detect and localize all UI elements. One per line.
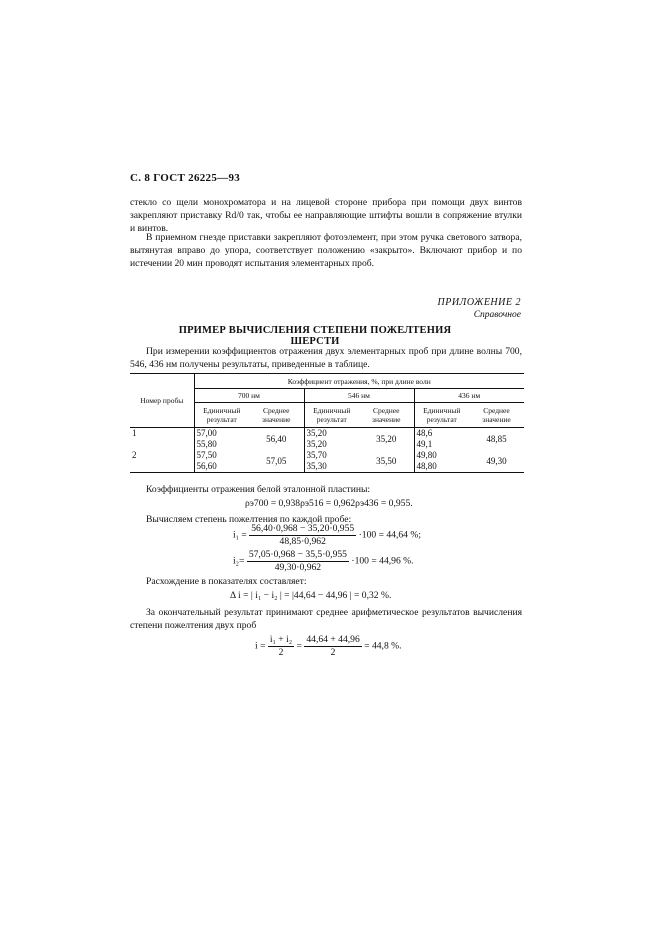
- mean-cell: 57,05: [249, 450, 304, 473]
- sub-mean-546: Среднее значение: [359, 403, 414, 428]
- mean-cell: 48,85: [486, 434, 507, 444]
- diff-text: Расхождение в показателях составляет:: [146, 576, 307, 587]
- intro-paragraph: При измерении коэффициентов отражения двух элементарных проб при длине волны 700, 546, 436 нм получены результаты, приведенные в таблице.: [130, 346, 522, 370]
- formula-final-numerator-2: 44,64 + 44,96: [306, 634, 360, 645]
- sub-mean-700: Среднее значение: [249, 403, 304, 428]
- paragraph-1: стекло со щели монохроматора и на лицевой стороне прибора при помощи двух винтов закрепляют приставку Rd/0 так, чтобы ее направляющие штифты вошли в сопряжение втулки и винтов.: [130, 197, 522, 234]
- mean-cell: 35,20: [376, 434, 397, 444]
- value-cell: 35,20: [306, 428, 327, 438]
- reflectance-table: [130, 373, 524, 473]
- formula-i2-lhs: i₂=: [233, 555, 245, 567]
- calc-text: Вычисляем степень пожелтения по каждой пробе:: [146, 514, 352, 525]
- formula-i1-rhs: ·100 = 44,64 %;: [358, 529, 422, 541]
- sample-number: 1: [132, 428, 137, 438]
- final-text: За окончательный результат принимают среднее арифметическое результатов вычисления степени пожелтения двух проб: [130, 607, 522, 631]
- sample-number: 2: [130, 450, 194, 473]
- mean-cell: 56,40: [266, 434, 287, 444]
- col-group-header: Коэффициент отражения, %, при длине волн: [194, 374, 524, 389]
- value-cell: 57,00: [196, 428, 217, 438]
- value-cell: 49,80: [416, 450, 437, 460]
- formula-i2-fraction: [247, 549, 349, 574]
- col-sample-number: Номер пробы: [130, 374, 194, 428]
- coef-formula: ρэ700 = 0,938ρэ516 = 0,962ρэ436 = 0,955.: [245, 498, 413, 509]
- mean-cell: 35,50: [359, 450, 414, 473]
- value-cell: 55,80: [196, 439, 217, 449]
- formula-i2-rhs: ·100 = 44,96 %.: [351, 555, 414, 567]
- formula-final: [255, 634, 402, 659]
- value-cell: 49,1: [416, 439, 433, 449]
- formula-i2: [233, 549, 414, 574]
- page-header: С. 8 ГОСТ 26225—93: [130, 172, 241, 184]
- table-row: [130, 428, 524, 451]
- formula-final-fraction-2: [304, 634, 361, 659]
- sub-single-546: Единичный результат: [304, 403, 359, 428]
- formula-i1-denominator: 48,85·0,962: [279, 536, 326, 547]
- value-cell: 48,6: [416, 428, 433, 438]
- formula-final-denominator-2: 2: [330, 647, 336, 658]
- formula-final-lhs: i =: [255, 640, 266, 652]
- mean-cell: 49,30: [469, 450, 524, 473]
- col-546: 546 нм: [304, 389, 414, 403]
- table-row: [130, 450, 524, 473]
- value-cell: 56,60: [196, 461, 217, 471]
- formula-final-numerator-1: i₁ + i₂: [269, 634, 293, 645]
- col-436: 436 нм: [414, 389, 524, 403]
- value-cell: 35,20: [306, 439, 327, 449]
- appendix-title: ПРИМЕР ВЫЧИСЛЕНИЯ СТЕПЕНИ ПОЖЕЛТЕНИЯ ШЕРСТИ: [178, 325, 452, 347]
- formula-i2-numerator: 57,05·0,968 − 35,5·0,955: [248, 549, 347, 560]
- coef-text: Коэффициенты отражения белой эталонной пластины:: [146, 484, 371, 495]
- value-cell: 57,50: [196, 450, 217, 460]
- diff-formula: Δ i = | i₁ − i₂ | = |44,64 − 44,96 | = 0,32 %.: [230, 590, 392, 601]
- formula-i1-fraction: [249, 523, 356, 548]
- formula-i2-denominator: 49,30·0,962: [274, 562, 322, 573]
- value-cell: 35,70: [306, 450, 327, 460]
- formula-final-eq: =: [296, 640, 302, 652]
- value-cell: 48,80: [416, 461, 437, 471]
- formula-final-denominator-1: 2: [278, 647, 284, 658]
- value-cell: 35,30: [306, 461, 327, 471]
- col-700: 700 нм: [194, 389, 304, 403]
- sub-single-700: Единичный результат: [194, 403, 249, 428]
- formula-final-rhs: = 44,8 %.: [364, 640, 402, 652]
- appendix-label: ПРИЛОЖЕНИЕ 2: [437, 297, 521, 308]
- formula-i1-numerator: 56,40·0,968 − 35,20·0,955: [251, 523, 355, 534]
- formula-i1-lhs: i₁ =: [233, 529, 247, 541]
- appendix-type: Справочное: [473, 310, 521, 320]
- sub-mean-436: Среднее значение: [469, 403, 524, 428]
- paragraph-2: В приемном гнезде приставки закрепляют фотоэлемент, при этом ручка светового затвора, вытянутая вправо до упора, соответствует положению «закрыто». Включают прибор и по истечении 20 мин проводят испытания элементарных проб.: [130, 232, 522, 269]
- sub-single-436: Единичный результат: [414, 403, 469, 428]
- formula-i1: [233, 523, 421, 548]
- formula-final-fraction-1: [268, 634, 294, 659]
